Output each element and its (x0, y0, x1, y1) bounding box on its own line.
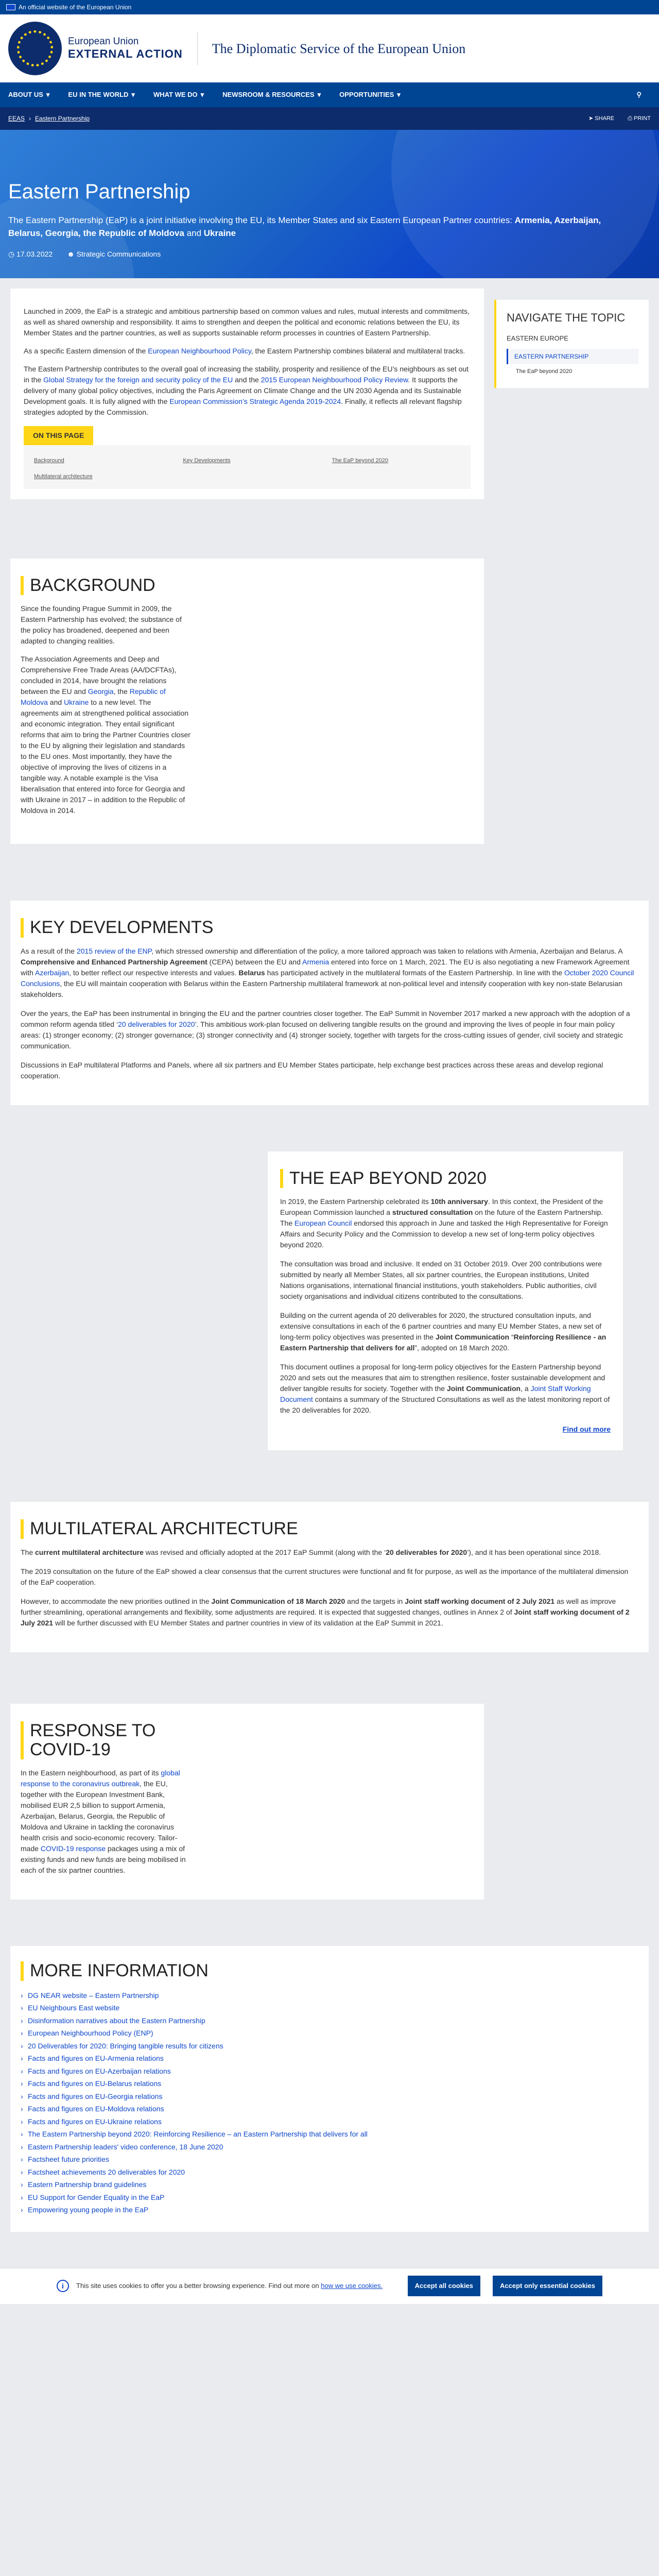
list-item (21, 2141, 635, 2154)
list-item (21, 2178, 635, 2191)
text: , a (521, 1384, 531, 1393)
eu-flag-icon (6, 4, 15, 10)
list-item (21, 2204, 635, 2216)
topic-parent[interactable]: EASTERN EUROPE (507, 334, 568, 342)
more-info-link[interactable]: Eastern Partnership brand guidelines (28, 2180, 147, 2189)
key-paragraph (21, 1008, 635, 1052)
share-label: SHARE (595, 115, 615, 122)
text: In 2019, the Eastern Partnership celebrated its (280, 1197, 431, 1206)
list-item (21, 2065, 635, 2078)
author-text: Strategic Communications (76, 250, 161, 259)
more-info-section (10, 1946, 649, 2231)
topic-sub-link[interactable]: The EaP beyond 2020 (516, 368, 573, 375)
list-item (21, 2027, 635, 2040)
azerbaijan-link[interactable]: Azerbaijan (35, 968, 70, 977)
background-paragraph: Since the founding Prague Summit in 2009, the Eastern Partnership has evolved; the substance of the policy has broadened, deepened and been adapted to changing realities. (21, 604, 182, 646)
list-item (21, 2052, 635, 2065)
logo-line2: EXTERNAL ACTION (68, 47, 183, 61)
text: to a new level. The agreements aim at strengthened political association and economic integration. They entail significant reforms that aim to bring the Partner Countries closer to the EU by aligning their legislation and standards to the EU ones. Most importantly, they have the objective of improving the lives of citizens in a tangible way. A notable example is the Visa liberalisation that entered into force for Georgia and with Ukraine in 2017 – in addition to the Republic of Moldova in 2014. (21, 698, 190, 815)
text: has participated actively in the multilateral formats of the Eastern Partnership. In line with the (265, 968, 564, 977)
text: This site uses cookies to offer you a better browsing experience. Find out more on (76, 2282, 321, 2290)
text: Over the years, the EaP has been instrumental in bringing the EU and the partner countries closer together. The EaP Summit in November 2017 marked a new approach with the adoption of a common reform agenda titled ‘ (21, 1009, 630, 1028)
multi-paragraph (21, 1547, 635, 1558)
list-item (21, 2153, 635, 2166)
nav-label: ABOUT US (8, 91, 43, 99)
hero-countries: Armenia, Azerbaijan, Belarus, Georgia, the Republic of Moldova (8, 215, 601, 238)
belarus-text: Belarus (238, 968, 265, 977)
nav-label: EU IN THE WORLD (68, 91, 129, 99)
text: ’), and it has been operational since 2018. (467, 1548, 601, 1556)
beyond-paragraph (280, 1310, 611, 1353)
enp-review-link[interactable]: 2015 European Neighbourhood Policy Review (261, 376, 408, 384)
chevron-down-icon: ▾ (317, 91, 321, 99)
hero-banner (0, 130, 659, 278)
intro-paragraph: Launched in 2009, the EaP is a strategic and ambitious partnership based on common values and rules, mutual interests and commitments, as well as shared ownership and responsibility. It aims to strengthen and deepen the political and economic relations between the EU, its Member States and the partner countries, as well as supports sustainable reform processes in countries of Eastern Partnership. (24, 307, 470, 337)
site-header (0, 14, 659, 82)
key-developments-heading: KEY DEVELOPMENTS (21, 918, 635, 937)
strategic-agenda-link[interactable]: European Commission’s Strategic Agenda 2019-2024 (169, 397, 341, 405)
more-info-link[interactable]: Facts and figures on EU-Ukraine relations (28, 2117, 162, 2126)
more-info-link[interactable]: Facts and figures on EU-Armenia relations (28, 2054, 164, 2063)
bold-text: Joint staff working document of 2 July 2021 (405, 1597, 555, 1605)
print-label: PRINT (634, 115, 651, 122)
hero-last-country: Ukraine (203, 228, 236, 238)
text: and the targets in (345, 1597, 405, 1605)
more-info-link[interactable]: DG NEAR website – Eastern Partnership (28, 1991, 159, 1999)
list-item (21, 1989, 635, 2002)
more-info-link[interactable]: Empowering young people in the EaP (28, 2206, 149, 2214)
bold-text: Joint Communication of 18 March 2020 (211, 1597, 345, 1605)
more-info-list (21, 1989, 635, 2216)
beyond-2020-heading: THE EAP BEYOND 2020 (280, 1169, 611, 1188)
on-this-page-links (24, 445, 471, 489)
covid-paragraph (21, 1768, 190, 1876)
bold-text: Reinforcing Resilience - an Eastern Partnership that delivers for all (280, 1333, 606, 1352)
european-council-link[interactable]: European Council (294, 1219, 352, 1228)
cookie-banner (0, 2268, 659, 2304)
clock-icon: ◷ (8, 250, 15, 259)
text: . Finally, it reflects all relevant flagship strategies adopted by the Commission. (24, 397, 462, 416)
bold-text: current multilateral architecture (35, 1548, 144, 1556)
nav-label: OPPORTUNITIES (339, 91, 394, 99)
bold-text: structured consultation (392, 1208, 473, 1217)
hero-description (8, 214, 616, 240)
logo-line1: European Union (68, 36, 139, 47)
nav-label: NEWSROOM & RESOURCES (222, 91, 315, 99)
cookie-policy-link[interactable]: how we use cookies. (321, 2282, 383, 2290)
more-info-link[interactable]: Factsheet achievements 20 deliverables for 2020 (28, 2167, 185, 2176)
text: This document outlines a proposal for long-term policy objectives for the Eastern Partnership beyond 2020 and sets out the measures that aim to strengthen resilience, foster sustainable development and deliver tangible results for society. Together with the (280, 1363, 605, 1393)
global-strategy-link[interactable]: Global Strategy for the foreign and security policy of the EU (43, 376, 233, 384)
text: , the Eastern Partnership combines bilateral and multilateral tracks. (251, 347, 465, 355)
enp-review-link[interactable]: 2015 review of the ENP (76, 946, 152, 955)
text: . In this context, the President of the European Commission launched a (280, 1197, 603, 1217)
toc-background-link[interactable]: Background (34, 457, 64, 464)
hero-and: and (184, 228, 204, 238)
chevron-down-icon: ▾ (397, 91, 401, 99)
list-item (21, 2040, 635, 2053)
council-conclusions-link[interactable]: October 2020 Council Conclusions (21, 968, 634, 988)
text: will be further discussed with EU Member States and partner countries in view of its validation at the EaP Summit in 2021. (53, 1618, 443, 1627)
text: endorsed this approach in June and tasked the High Representative for Foreign Affairs and Security Policy and the Commission to develop a new set of long-term policy objectives beyond 2020. (280, 1219, 608, 1249)
chevron-down-icon: ▾ (200, 91, 204, 99)
more-info-link[interactable]: EU Support for Gender Equality in the EaP (28, 2193, 165, 2201)
text: and the (233, 376, 261, 384)
navigate-topic-title (507, 309, 638, 326)
text: contains a summary of the Structured Consultations as well as the latest monitoring report of the 20 deliverables for 2020. (280, 1395, 610, 1415)
list-item (21, 2090, 635, 2103)
eu-stars-icon (8, 22, 62, 75)
share-button[interactable]: ➤ SHARE (588, 115, 615, 122)
deliverables-link[interactable]: 20 deliverables for 2020 (118, 1020, 195, 1028)
multilateral-heading: MULTILATERAL ARCHITECTURE (21, 1519, 635, 1538)
find-out-more-link[interactable]: Find out more (562, 1425, 611, 1434)
list-item (21, 2115, 635, 2128)
breadcrumb-current[interactable]: Eastern Partnership (35, 115, 90, 122)
publish-date (8, 249, 53, 260)
multi-paragraph (21, 1596, 635, 1629)
nav-what-we-do[interactable] (144, 82, 213, 107)
more-info-link[interactable]: 20 Deliverables for 2020: Bringing tangible results for citizens (28, 2041, 223, 2050)
enp-link[interactable]: European Neighbourhood Policy (148, 347, 251, 355)
toc-beyond-2020-link[interactable]: The EaP beyond 2020 (332, 457, 388, 464)
more-info-heading: MORE INFORMATION (21, 1961, 635, 1980)
beyond-paragraph: The consultation was broad and inclusive. It ended on 31 October 2019. Over 200 contributions were submitted by nearly all Member States, all six partner countries, the European institutions, United Nations organisations, international financial institutions, youth stakeholders. Public authorities, civil society organisations and individual citizens contributed to the consultations. (280, 1260, 602, 1301)
text: As a result of the (21, 946, 77, 955)
key-paragraph (21, 946, 635, 1000)
more-info-link[interactable]: Facts and figures on EU-Georgia relations (28, 2092, 163, 2100)
navigate-topic-panel (494, 300, 649, 388)
page-title: Eastern Partnership (8, 180, 190, 203)
bold-text: 20 deliverables for 2020 (386, 1548, 467, 1556)
toc-multilateral-link[interactable]: Multilateral architecture (34, 473, 93, 480)
text: . It supports the delivery of many global policy objectives, including the Paris Agreement on Climate Change and the UN 2030 Agenda and its Sustainable Development goals. It is fully aligned with the (24, 376, 461, 405)
moldova-link[interactable]: Republic of Moldova (21, 687, 166, 707)
text: ’. This ambitious work-plan focused on delivering tangible results on the ground and improving the lives of people in four main policy areas: (1) stronger economy; (2) stronger governance; (3) stronger connectivity and (4) stronger society, together with targets for the cross-cutting issues of gender, civil society and strategic communication. (21, 1020, 623, 1050)
more-info-link[interactable]: Facts and figures on EU-Belarus relations (28, 2079, 162, 2088)
hero-text: The Eastern Partnership (EaP) is a joint initiative involving the EU, its Member States and six Eastern European Partner countries: (8, 215, 515, 225)
title-text: NAVIGATE THE TOPIC (507, 311, 626, 324)
nav-opportunities[interactable] (330, 82, 410, 107)
author (67, 249, 161, 260)
bold-text: Joint Communication (446, 1384, 521, 1393)
text: The Association Agreements and Deep and Comprehensive Free Trade Areas (AA/DCFTAs), concluded in 2014, have brought the relations between the EU and (21, 655, 177, 696)
topic-current[interactable]: EASTERN PARTNERSHIP (507, 349, 638, 364)
chevron-down-icon: ▾ (131, 91, 135, 99)
staff-working-doc-link[interactable]: Joint Staff Working Document (280, 1384, 591, 1404)
text: However, to accommodate the new priorities outlined in the (21, 1597, 212, 1605)
accept-all-cookies-button[interactable]: Accept all cookies (408, 2276, 480, 2296)
list-item (21, 2014, 635, 2027)
cookie-text (76, 2281, 395, 2291)
background-paragraph (21, 654, 190, 816)
toc-key-developments-link[interactable]: Key Developments (183, 457, 231, 464)
text: As a specific Eastern dimension of the (24, 347, 148, 355)
covid-heading: RESPONSE TO COVID-19 (21, 1721, 185, 1760)
text: (CEPA) between the EU and (207, 957, 302, 966)
official-eu-banner (0, 0, 659, 14)
list-item (21, 2191, 635, 2204)
intro-paragraph (24, 364, 471, 418)
armenia-link[interactable]: Armenia (302, 957, 330, 966)
text: packages using a mix of existing funds and new funds are being mobilised in each of the six partner countries. (21, 1844, 186, 1875)
text: on the future of the Eastern Partnership. The (280, 1208, 603, 1228)
multi-paragraph: The 2019 consultation on the future of the EaP showed a clear consensus that the current structures were functional and fit for purpose, as well as the importance of the multilateral dimension of the EaP cooperation. (21, 1567, 629, 1586)
text: entered into force on 1 March, 2021. The EU is also negotiating a new Framework Agreement with (21, 957, 630, 977)
text: , to better reflect our respective interests and values. (69, 968, 239, 977)
bold-text: 10th anniversary (430, 1197, 488, 1206)
breadcrumb-home[interactable]: EEAS (8, 115, 25, 122)
chevron-right-icon: › (29, 115, 31, 122)
text: In the Eastern neighbourhood, as part of its (21, 1769, 161, 1777)
background-section (10, 558, 484, 844)
user-icon: ☻ (67, 250, 75, 259)
bold-text: Joint staff working document of 2 July 2021 (21, 1607, 630, 1627)
text: , the (113, 687, 130, 696)
nav-eu-in-the-world[interactable] (59, 82, 144, 107)
nav-label: WHAT WE DO (153, 91, 198, 99)
key-developments-section (10, 901, 649, 1105)
list-item (21, 2166, 635, 2179)
breadcrumb (0, 107, 659, 130)
more-info-link[interactable]: Disinformation narratives about the Eastern Partnership (28, 2016, 205, 2025)
text: ”, adopted on 18 March 2020. (414, 1344, 510, 1352)
covid-response-link[interactable]: COVID-19 response (40, 1844, 106, 1853)
more-info-link[interactable]: EU Neighbours East website (28, 2004, 120, 2012)
intro-section (10, 289, 484, 499)
text: , which stressed ownership and differentiation of the policy, a more tailored approach was taken to relations with Armenia, Azerbaijan and Belarus. A (151, 946, 622, 955)
nav-about-us[interactable] (8, 82, 59, 107)
beyond-paragraph (280, 1196, 611, 1250)
chevron-down-icon: ▾ (46, 91, 50, 99)
site-name: The Diplomatic Service of the European Union (212, 41, 466, 56)
global-response-link[interactable]: global response to the coronavirus outbreak (21, 1769, 180, 1788)
beyond-paragraph (280, 1362, 611, 1416)
official-text: An official website of the European Union (19, 4, 132, 11)
text: The Eastern Partnership contributes to the overall goal of increasing the stability, prosperity and resilience of the EU’s neighbours as set out in the (24, 365, 469, 384)
more-info-link[interactable]: European Neighbourhood Policy (ENP) (28, 2029, 153, 2038)
text: as well as improve further streamlining, operational arrangements and flexibility, some adjustments are required. It is expected that suggested changes, outlines in Annex 2 of (21, 1597, 616, 1616)
more-info-link[interactable]: Factsheet future priorities (28, 2155, 109, 2164)
nav-newsroom[interactable] (213, 82, 330, 107)
bold-text: Joint Communication (435, 1333, 510, 1342)
logo-divider (197, 32, 198, 65)
more-info-link[interactable]: Facts and figures on EU-Moldova relations (28, 2105, 164, 2113)
background-heading: BACKGROUND (21, 576, 471, 595)
georgia-link[interactable]: Georgia (88, 687, 114, 696)
info-icon: i (57, 2280, 69, 2292)
beyond-2020-section (268, 1151, 623, 1450)
ukraine-link[interactable]: Ukraine (64, 698, 89, 707)
cepa-text: Comprehensive and Enhanced Partnership Agreement (21, 957, 207, 966)
text: , the EU, together with the European Investment Bank, mobilised EUR 2,5 billion to support Armenia, Azerbaijan, Belarus, Georgia, the Republic of Moldova and Ukraine in tackling the coronavirus health crisis and socio-economic recovery. Tailor-made (21, 1780, 178, 1853)
date-text: 17.03.2022 (16, 250, 53, 259)
list-item (21, 2077, 635, 2090)
list-item (21, 2128, 635, 2141)
on-this-page-label: ON THIS PAGE (24, 426, 93, 445)
print-button[interactable]: ⎙ PRINT (628, 115, 651, 122)
text: Building on the current agenda of 20 deliverables for 2020, the structured consultation inputs, and extensive consultations in each of the 6 partner countries and many EU Member States, a new set of long-term policy objectives was presented in the (280, 1311, 602, 1342)
more-info-link[interactable]: Facts and figures on EU-Azerbaijan relations (28, 2066, 171, 2075)
search-icon[interactable]: ⚲ (636, 91, 641, 99)
eu-logo[interactable] (8, 22, 183, 75)
covid-section (10, 1704, 484, 1900)
text: The (21, 1548, 36, 1556)
key-paragraph: Discussions in EaP multilateral Platforms and Panels, where all six partners and EU Member States participate, help exchange best practices across these areas and develop regional cooperation. (21, 1060, 603, 1080)
intro-paragraph (24, 346, 471, 357)
text: and (47, 698, 64, 707)
list-item (21, 2002, 635, 2014)
multilateral-section (10, 1502, 649, 1652)
text: “ (509, 1333, 514, 1342)
more-info-link[interactable]: Eastern Partnership leaders' video conference, 18 June 2020 (28, 2142, 223, 2151)
main-navigation (0, 82, 659, 107)
text: was revised and officially adopted at the 2017 EaP Summit (along with the ‘ (143, 1548, 386, 1556)
text: , the EU will maintain cooperation with Belarus within the Eastern Partnership multilateral framework at non-political level and intensify cooperation with key non-state Belarusian stakeholders. (21, 979, 622, 998)
list-item (21, 2103, 635, 2115)
accept-essential-cookies-button[interactable]: Accept only essential cookies (493, 2276, 602, 2296)
more-info-link[interactable]: The Eastern Partnership beyond 2020: Reinforcing Resilience – an Eastern Partnership that delivers for all (28, 2130, 368, 2139)
